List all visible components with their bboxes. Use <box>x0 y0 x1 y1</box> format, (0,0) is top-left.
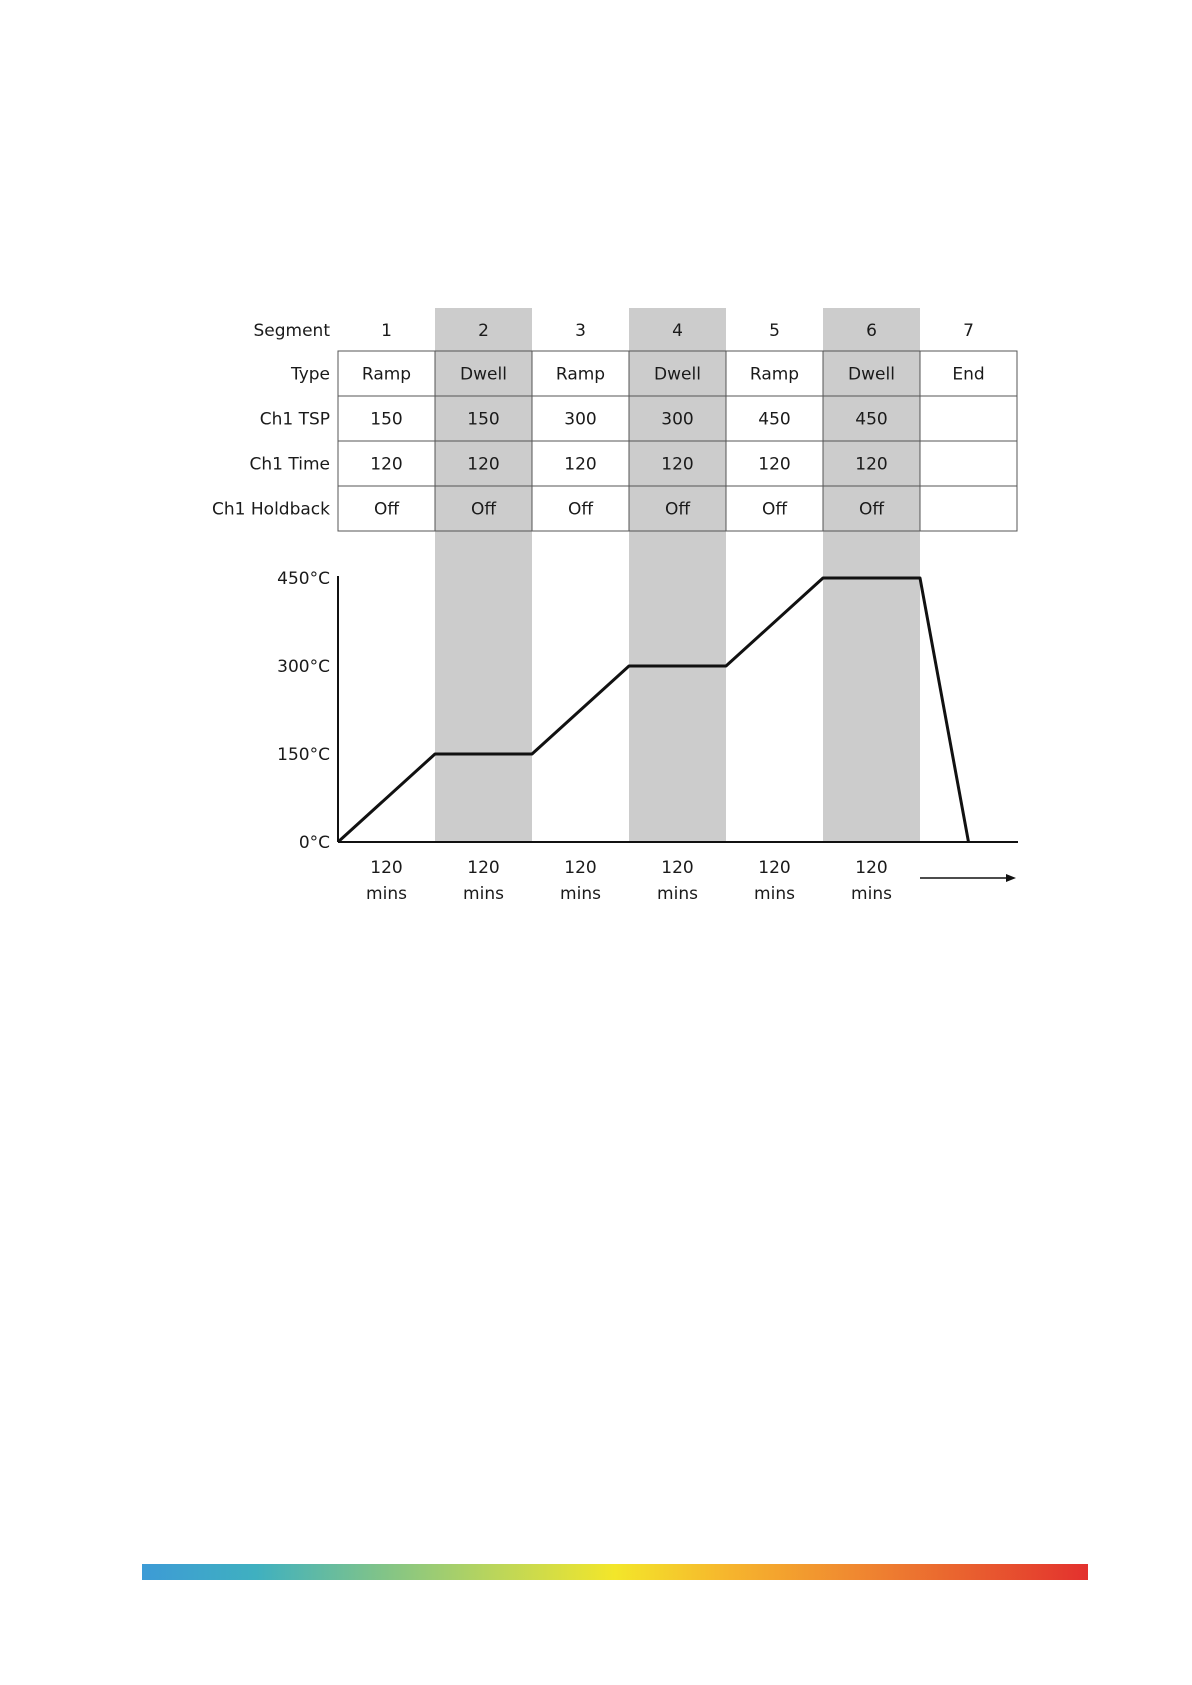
row-label-type: Type <box>290 364 330 385</box>
segment-number-3: 3 <box>575 321 586 341</box>
cell-time-6: 120 <box>855 454 888 475</box>
dwell-shade-6 <box>823 308 920 842</box>
row-label-segment: Segment <box>253 321 330 341</box>
cell-type-6: Dwell <box>848 364 895 385</box>
cell-tsp-6: 450 <box>855 409 888 430</box>
x-label-unit-6: mins <box>851 884 892 904</box>
x-label-unit-4: mins <box>657 884 698 904</box>
cell-time-2: 120 <box>467 454 500 475</box>
cell-holdback-3: Off <box>567 499 594 520</box>
segment-number-5: 5 <box>769 321 780 341</box>
cell-tsp-5: 450 <box>758 409 791 430</box>
cell-holdback-6: Off <box>858 499 885 520</box>
dwell-shading <box>435 308 920 842</box>
cell-type-3: Ramp <box>555 364 606 385</box>
x-label-value-3: 120 <box>564 858 597 878</box>
cell-tsp-2: 150 <box>467 409 500 430</box>
y-tick-label-0: 0°C <box>298 833 330 853</box>
x-label-value-6: 120 <box>855 858 888 878</box>
x-label-unit-3: mins <box>560 884 601 904</box>
row-label-holdback: Ch1 Holdback <box>212 499 330 520</box>
segment-number-7: 7 <box>963 321 974 341</box>
color-gradient-bar <box>142 1564 1088 1580</box>
cell-holdback-1: Off <box>373 499 400 520</box>
cell-holdback-5: Off <box>761 499 788 520</box>
x-label-unit-2: mins <box>463 884 504 904</box>
x-label-value-5: 120 <box>758 858 791 878</box>
cell-time-5: 120 <box>758 454 791 475</box>
cell-tsp-4: 300 <box>661 409 694 430</box>
y-tick-label-450: 450°C <box>277 569 330 589</box>
cell-tsp-3: 300 <box>564 409 597 430</box>
cell-tsp-1: 150 <box>370 409 403 430</box>
segment-number-1: 1 <box>381 321 392 341</box>
row-label-time: Ch1 Time <box>249 454 330 475</box>
y-tick-label-150: 150°C <box>277 745 330 765</box>
cell-time-1: 120 <box>370 454 403 475</box>
segment-number-2: 2 <box>478 321 489 341</box>
cell-type-7: End <box>952 364 985 385</box>
y-tick-label-300: 300°C <box>277 657 330 677</box>
dwell-shade-4 <box>629 308 726 842</box>
x-label-value-2: 120 <box>467 858 500 878</box>
cell-type-4: Dwell <box>654 364 701 385</box>
x-label-value-1: 120 <box>370 858 403 878</box>
dwell-shade-2 <box>435 308 532 842</box>
time-arrow-head-icon <box>1006 874 1016 882</box>
cell-type-1: Ramp <box>361 364 412 385</box>
cell-time-4: 120 <box>661 454 694 475</box>
cell-holdback-4: Off <box>664 499 691 520</box>
cell-time-3: 120 <box>564 454 597 475</box>
cell-type-5: Ramp <box>749 364 800 385</box>
segment-number-4: 4 <box>672 321 683 341</box>
cell-type-2: Dwell <box>460 364 507 385</box>
segment-number-6: 6 <box>866 321 877 341</box>
x-label-value-4: 120 <box>661 858 694 878</box>
x-label-unit-5: mins <box>754 884 795 904</box>
row-label-tsp: Ch1 TSP <box>259 409 330 430</box>
x-label-unit-1: mins <box>366 884 407 904</box>
cell-holdback-2: Off <box>470 499 497 520</box>
